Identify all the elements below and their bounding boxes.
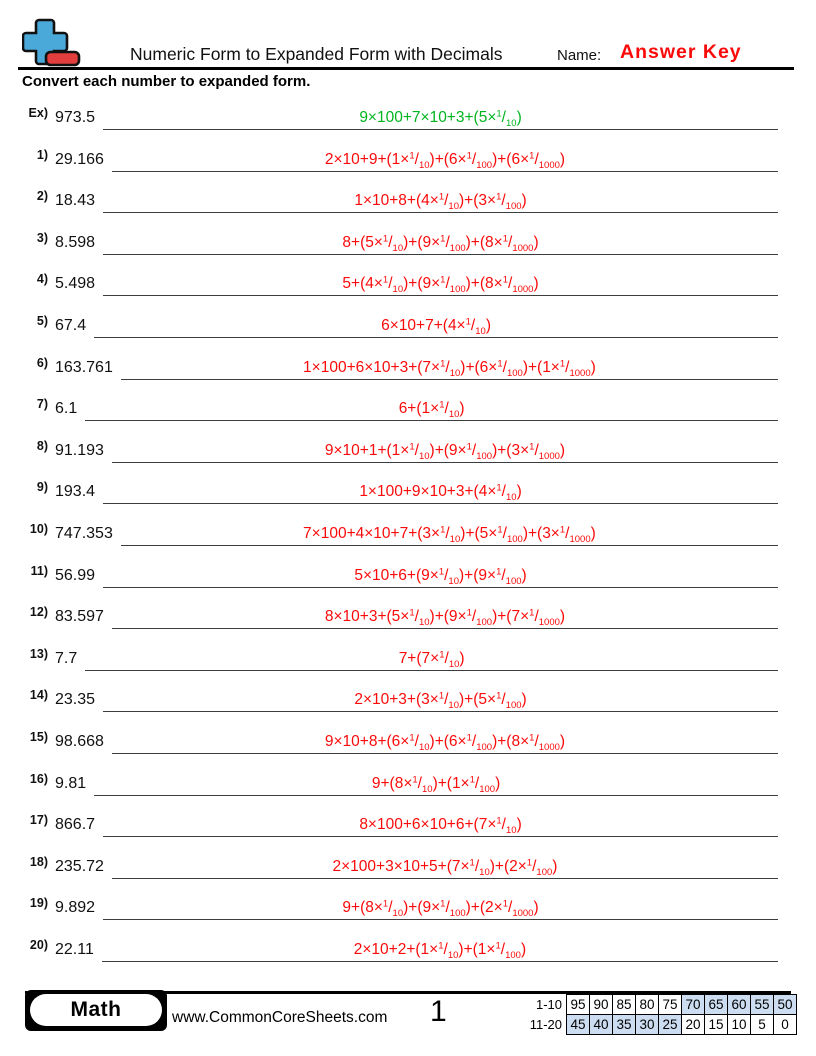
fraction-numerator: 1 [496,690,502,702]
problem-value: 67.4 [55,316,87,334]
fraction-numerator: 1 [497,358,503,370]
fraction-denominator: 10 [479,866,490,878]
fraction-denominator: 1000 [512,284,534,296]
answer-line [103,690,778,712]
fraction-numerator: 1 [496,815,502,827]
problem-number: 11) [30,563,48,578]
problem-value: 163.761 [55,358,113,376]
fraction-numerator: 1 [438,940,444,952]
score-cell: 55 [751,995,774,1015]
problem-number: 7) [36,397,48,412]
fraction-numerator: 1 [412,774,418,785]
problem-number: 17) [29,813,48,828]
fraction-numerator: 1 [496,191,502,203]
fraction-numerator: 1 [409,441,415,453]
answer-text: $2\times 10+3+(3\times^1/_{10})+(5\times^1/_{100})$ [354,690,527,712]
fraction-numerator: 1 [382,233,389,245]
score-cell: 10 [728,1015,751,1035]
score-row-label: 1-10 [535,997,562,1012]
fraction-denominator: 10 [418,450,430,462]
fraction-denominator: 10 [448,409,460,421]
fraction-denominator: 10 [448,575,459,587]
answer-line [121,524,778,546]
fraction-numerator: 1 [440,233,446,245]
score-cell: 90 [590,995,613,1015]
problem-value: 7.7 [55,649,78,667]
name-label: Name: [557,47,602,64]
score-row-label: 11-20 [529,1017,562,1032]
answer-text: $7\times 100+4\times 10+7+(3\times^1/_{10})+(5\times^1/_{100})+(3\times^1/_{1000})$ [303,524,596,545]
fraction-numerator: 1 [469,857,475,869]
answer-text: $8\times 100+6\times 10+6+(7\times^1/_{10})$ [359,815,522,837]
fraction-denominator: 1000 [512,908,534,920]
problem-value: 98.668 [55,732,104,750]
subject-badge [25,990,167,1031]
score-cell: 45 [567,1015,590,1035]
fraction-denominator: 1000 [538,617,560,629]
score-cell: 20 [682,1015,705,1035]
fraction-denominator: 10 [449,367,461,379]
answer-line [103,815,778,837]
fraction-numerator: 1 [466,732,472,744]
problem-row [0,388,816,430]
fraction-denominator: 100 [476,159,493,171]
fraction-numerator: 1 [466,150,472,162]
website-url: www.CommonCoreSheets.com [172,1009,388,1026]
problem-row [0,347,816,389]
fraction-denominator: 100 [476,617,493,629]
answer-line [94,774,778,796]
fraction-denominator: 100 [505,575,522,587]
answer-text: $9\times 100+7\times 10+3+(5\times^1/_{10})$ [359,108,522,129]
score-cell: 25 [659,1015,682,1035]
answer-key-text: Answer Key [620,41,742,63]
problem-number: 19) [29,896,48,911]
score-cell: 95 [567,995,590,1015]
problem-value: 22.11 [55,940,94,958]
answer-text: $9\times 10+8+(6\times^1/_{10})+(6\times^1/_{100})+(8\times^1/_{1000})$ [324,732,566,753]
problem-value: 5.498 [55,275,96,293]
fraction-numerator: 1 [526,857,533,869]
problem-value: 235.72 [55,857,104,875]
score-cell: 60 [728,995,751,1015]
score-row [516,995,797,1015]
problem-row [0,887,816,929]
fraction-numerator: 1 [469,774,475,785]
answer-text: $6\times 10+7+(4\times^1/_{10})$ [381,316,491,337]
fraction-denominator: 100 [536,866,553,878]
answer-line [112,607,778,629]
answer-line [103,233,778,255]
problem-row [0,555,816,597]
fraction-denominator: 100 [476,741,493,753]
score-cell: 70 [682,995,705,1015]
problem-row [0,471,816,513]
fraction-denominator: 10 [418,617,430,629]
problem-number: 18) [29,854,48,869]
problem-row [0,638,816,680]
answer-line [103,191,778,213]
fraction-numerator: 1 [529,732,535,744]
fraction-denominator: 10 [447,949,459,961]
fraction-denominator: 100 [505,700,522,712]
fraction-denominator: 100 [506,367,523,379]
fraction-numerator: 1 [496,108,502,120]
fraction-numerator: 1 [438,566,445,578]
score-table [516,994,797,1035]
fraction-denominator: 100 [449,242,466,254]
fraction-denominator: 1000 [538,159,560,171]
problem-row [0,139,816,181]
header-divider [18,67,794,70]
problem-value: 23.35 [55,691,96,709]
problem-row [0,846,816,888]
answer-line [103,566,778,588]
answer-text: $7+(7\times^1/_{10})$ [398,649,465,670]
answer-line [94,316,778,338]
fraction-denominator: 10 [505,825,517,837]
answer-line [103,898,778,920]
fraction-numerator: 1 [382,898,389,910]
answer-text: $9\times 10+1+(1\times^1/_{10})+(9\times^1/_{100})+(3\times^1/_{1000})$ [324,441,566,462]
answer-line [103,274,778,296]
fraction-denominator: 100 [449,284,466,296]
problem-value: 973.5 [55,109,96,126]
problem-number: 2) [36,189,48,204]
problem-row [0,721,816,763]
fraction-numerator: 1 [438,690,445,702]
problem-number: 8) [36,438,48,453]
fraction-numerator: 1 [496,482,502,494]
problem-value: 6.1 [55,400,78,418]
problem-row [0,596,816,638]
fraction-denominator: 10 [475,325,486,337]
fraction-numerator: 1 [440,898,446,910]
problems-list [0,97,816,970]
fraction-numerator: 1 [409,607,415,619]
answer-text: $8+(5\times^1/_{10})+(9\times^1/_{100})+(8\times^1/_{1000})$ [342,233,539,254]
fraction-denominator: 100 [506,533,523,545]
fraction-denominator: 1000 [569,533,591,545]
fraction-numerator: 1 [497,524,503,536]
answer-text: $2\times 100+3\times 10+5+(7\times^1/_{10})+(2\times^1/_{100})$ [332,857,558,878]
fraction-denominator: 10 [418,159,430,171]
commoncoresheets-logo [22,17,82,69]
answer-text: $2\times 10+2+(1\times^1/_{10})+(1\times^1/_{100})$ [353,940,527,961]
problem-row [0,263,816,305]
problem-value: 18.43 [55,192,96,210]
problem-value: 91.193 [55,441,104,459]
problem-number: 5) [36,313,48,328]
problem-row [0,679,816,721]
fraction-denominator: 10 [449,533,461,545]
subject-label: Math [30,994,162,1026]
score-cell: 30 [636,1015,659,1035]
score-cell: 40 [590,1015,613,1035]
problem-value: 193.4 [55,483,96,501]
fraction-denominator: 10 [505,118,517,129]
problem-value: 8.598 [55,233,96,251]
problem-row [0,97,816,139]
fraction-denominator: 10 [448,658,460,670]
fraction-denominator: 1000 [538,741,560,753]
problem-value: 29.166 [55,150,104,168]
fraction-denominator: 100 [479,783,496,795]
fraction-numerator: 1 [559,358,566,370]
fraction-numerator: 1 [529,607,535,619]
problem-value: 9.892 [55,899,96,917]
score-cell: 5 [751,1015,774,1035]
problem-row [0,305,816,347]
problem-row [0,180,816,222]
problem-row [0,430,816,472]
fraction-denominator: 1000 [512,242,534,254]
fraction-numerator: 1 [529,441,535,453]
problem-number: 16) [29,771,48,786]
fraction-numerator: 1 [466,607,472,619]
score-cell: 75 [659,995,682,1015]
problem-number: 20) [29,937,48,952]
problem-number: 13) [29,646,48,661]
score-cell: 35 [613,1015,636,1035]
answer-text: $5+(4\times^1/_{10})+(9\times^1/_{100})+(8\times^1/_{1000})$ [342,274,539,296]
fraction-denominator: 100 [505,201,522,213]
fraction-numerator: 1 [502,898,508,910]
fraction-numerator: 1 [440,274,446,286]
answer-line [112,857,778,879]
problem-value: 866.7 [55,816,96,834]
answer-line [112,150,778,172]
fraction-denominator: 10 [392,908,404,920]
problem-value: 56.99 [55,566,96,584]
answer-text: $1\times 10+8+(4\times^1/_{10})+(3\times^1/_{100})$ [354,191,527,213]
fraction-numerator: 1 [502,233,508,245]
fraction-denominator: 10 [448,700,459,712]
answer-text: $6+(1\times^1/_{10})$ [398,399,465,421]
problem-value: 747.353 [55,524,113,542]
problem-number: 15) [29,729,48,744]
answer-line [85,649,778,671]
fraction-denominator: 10 [448,201,459,213]
answer-text: $9+(8\times^1/_{10})+(9\times^1/_{100})+(2\times^1/_{1000})$ [342,898,539,920]
score-cell: 85 [613,995,636,1015]
fraction-numerator: 1 [559,524,566,536]
page-title: Numeric Form to Expanded Form with Decimals [130,44,503,64]
fraction-numerator: 1 [438,191,445,203]
fraction-denominator: 100 [476,450,493,462]
problem-number: 3) [36,230,48,245]
fraction-denominator: 10 [392,284,404,296]
score-cell: 80 [636,995,659,1015]
answer-line [112,441,778,463]
fraction-denominator: 1000 [569,367,591,379]
problem-number: Ex) [28,106,48,120]
fraction-denominator: 100 [505,949,521,961]
fraction-numerator: 1 [466,441,472,453]
problem-number: 1) [36,147,48,162]
answer-text: $1\times 100+6\times 10+3+(7\times^1/_{10})+(6\times^1/_{100})+(1\times^1/_{1000})$ [303,358,596,379]
problem-number: 12) [29,605,48,620]
minus-icon [46,52,79,65]
fraction-numerator: 1 [529,150,535,162]
fraction-denominator: 1000 [538,450,560,462]
fraction-numerator: 1 [439,399,445,411]
fraction-numerator: 1 [409,732,415,744]
answer-text: $5\times 10+6+(9\times^1/_{10})+(9\times^1/_{100})$ [354,566,527,587]
problem-row [0,763,816,805]
score-cell: 65 [705,995,728,1015]
problem-row [0,222,816,264]
fraction-numerator: 1 [496,566,502,578]
fraction-denominator: 10 [421,783,433,795]
problem-number: 4) [36,272,48,287]
score-cell: 0 [774,1015,797,1035]
problem-row [0,929,816,971]
problem-number: 6) [36,355,48,370]
answer-text: $8\times 10+3+(5\times^1/_{10})+(9\times^1/_{100})+(7\times^1/_{1000})$ [324,607,566,629]
problem-number: 10) [29,521,48,536]
answer-text: $2\times 10+9+(1\times^1/_{10})+(6\times^1/_{100})+(6\times^1/_{1000})$ [324,150,566,171]
answer-line [112,732,778,754]
fraction-numerator: 1 [382,274,389,286]
fraction-numerator: 1 [440,524,446,536]
problem-value: 9.81 [55,774,87,792]
fraction-denominator: 100 [449,908,466,920]
answer-line [103,482,778,504]
fraction-numerator: 1 [439,649,445,661]
answer-text: $9+(8\times^1/_{10})+(1\times^1/_{100})$ [371,774,501,795]
fraction-numerator: 1 [440,358,446,370]
fraction-denominator: 10 [418,741,430,753]
fraction-denominator: 10 [392,242,404,254]
answer-line [85,399,778,421]
page-number: 1 [430,995,447,1028]
problem-row [0,513,816,555]
instruction-text: Convert each number to expanded form. [22,73,311,90]
answer-line [103,108,778,130]
problem-row [0,804,816,846]
fraction-numerator: 1 [465,316,471,328]
answer-line [102,940,778,962]
problem-number: 9) [36,480,48,495]
score-cell: 15 [705,1015,728,1035]
fraction-numerator: 1 [502,274,508,286]
problem-number: 14) [29,688,48,703]
score-row [516,1015,797,1035]
answer-line [121,358,778,380]
score-cell: 50 [774,995,797,1015]
fraction-denominator: 10 [505,492,517,504]
problem-value: 83.597 [55,608,104,626]
fraction-numerator: 1 [409,150,415,162]
answer-text: $1\times 100+9\times 10+3+(4\times^1/_{10})$ [359,482,522,504]
fraction-numerator: 1 [495,940,501,952]
